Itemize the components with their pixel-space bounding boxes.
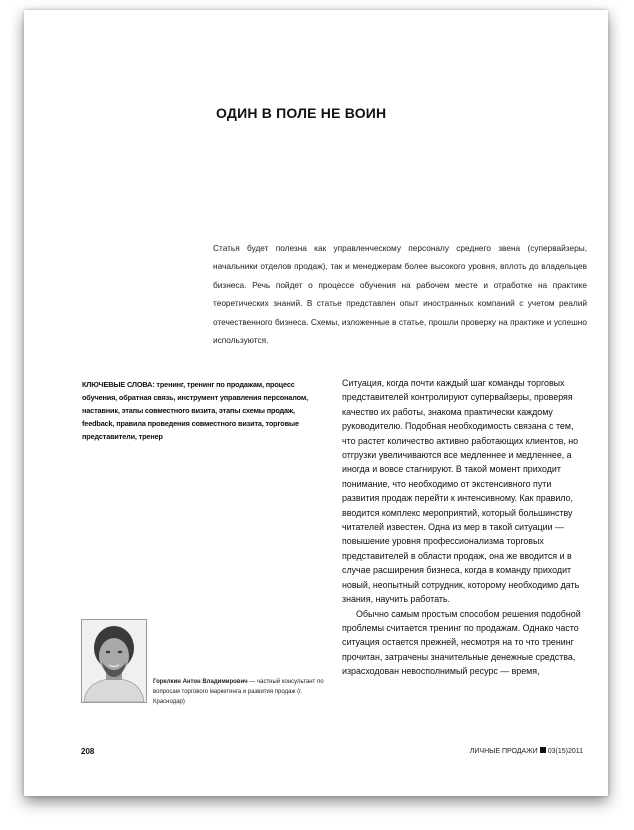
author-description: — частный консультант по вопросам торгового маркетинга и развития продаж (г. Краснодар): [153, 679, 324, 705]
author-name: Горелкин Антон Владимирович: [153, 679, 248, 685]
article-lead: Статья будет полезна как управленческому персоналу среднего звена (супервайзеры, начальники отделов продаж), так и менеджерам более высокого уровня, вплоть до владельцев бизнеса. Речь пойдет о процессе обучения на рабочем месте и отработке на практике теоретических знаний. В статье представлен опыт иностранных компаний с учетом реалий отечественного бизнеса. Схемы, изложенные в статье, прошли проверку на практике и успешно используются.: [213, 243, 587, 346]
keywords-text: тренинг, тренинг по продажам, процесс обучения, обратная связь, инструмент управления персоналом, наставник, этапы совместного визита, этапы схемы продаж, feedback, правила проведения совместного визита, торговые представители, тренер: [82, 380, 308, 441]
magazine-name: ЛИЧНЫЕ ПРОДАЖИ: [469, 748, 538, 755]
magazine-page: [24, 10, 608, 796]
magazine-issue: 03(15)2011: [547, 748, 583, 755]
page-number: 208: [81, 747, 95, 756]
keywords-label: КЛЮЧЕВЫЕ СЛОВА:: [82, 380, 155, 389]
author-portrait-icon: [82, 620, 146, 702]
article-body: [342, 376, 586, 679]
article-title: ОДИН В ПОЛЕ НЕ ВОИН: [216, 105, 387, 121]
keywords-block: [82, 378, 327, 443]
square-icon: [540, 747, 546, 753]
magazine-footer: [470, 747, 583, 755]
author-photo: [81, 619, 147, 703]
body-paragraph-1: Ситуация, когда почти каждый шаг команды торговых представителей контролируют супервайзеры, проверяя качество их работы, знакома практически каждому руководителю. Подобная необходимость связана с тем, что растет количество активно работающих клиентов, но отгрузки увеличиваются все медленнее и медленнее, а иногда и вовсе стагнируют. В такой момент приходит понимание, что необходимо от экстенсивного пути развития продаж перейти к интенсивному. Как правило, вводится комплекс мероприятий, который большинству читателей известен. Одна из мер в такой ситуации — повышение уровня профессионализма торговых представителей в области продаж, она же вводится и в случае расширения бизнеса, когда в команду приходит новый, неопытный сотрудник, которому необходимо дать знания, научить работать.: [342, 378, 580, 605]
body-paragraph-2: Обычно самым простым способом решения подобной проблемы считается тренинг по продажам. Однако часто ситуация остается прежней, несмотря на то что тренинг прочитан, затрачены значительные денежные средства, израсходован невосполнимый ресурс — время,: [342, 608, 581, 677]
author-caption: [153, 677, 331, 707]
